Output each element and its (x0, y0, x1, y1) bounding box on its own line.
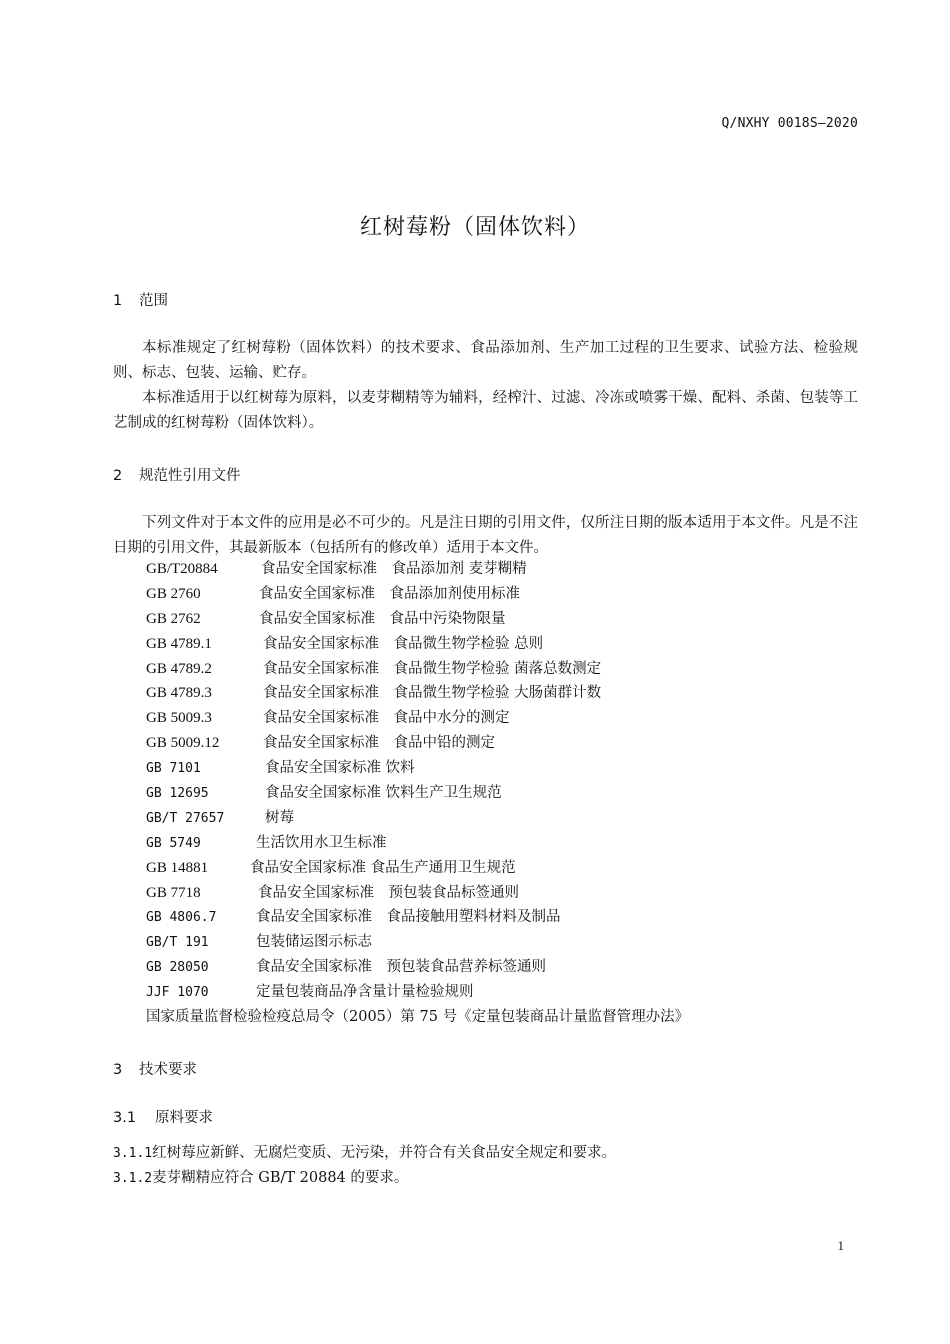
clause-3-1-1 (113, 1141, 616, 1162)
reference-item (146, 905, 561, 930)
section-1-heading (113, 289, 168, 310)
reference-code: GB 4789.2 (146, 660, 212, 677)
reference-name: 食品安全国家标准 预包装食品营养标签通则 (256, 959, 546, 976)
reference-item (146, 1005, 690, 1030)
reference-item (146, 856, 516, 881)
section-title: 规范性引用文件 (139, 468, 241, 484)
reference-code: GB 4806.7 (146, 910, 217, 926)
reference-name: 定量包装商品净含量计量检验规则 (256, 984, 474, 1001)
reference-item (146, 681, 602, 706)
reference-item (146, 881, 519, 906)
clause-3-1-2 (113, 1166, 408, 1187)
reference-name: 食品安全国家标准 食品生产通用卫生规范 (250, 859, 516, 876)
reference-name: 食品安全国家标准 食品中水分的测定 (263, 710, 510, 727)
reference-name: 食品安全国家标准 食品中铅的测定 (263, 735, 495, 752)
reference-code: GB 5009.12 (146, 735, 220, 752)
reference-item (146, 557, 527, 582)
reference-code: GB 7718 (146, 884, 201, 901)
reference-code: GB/T20884 (146, 561, 218, 577)
references-intro-paragraph: 下列文件对于本文件的应用是必不可少的。凡是注日期的引用文件，仅所注日期的版本适用于本文件。凡是不注日期的引用文件，其最新版本（包括所有的修改单）适用于本文件。 (113, 515, 858, 556)
reference-item (146, 582, 520, 607)
reference-list (146, 557, 690, 1030)
reference-code: GB 2760 (146, 585, 201, 602)
reference-name: 食品安全国家标准 食品中污染物限量 (259, 610, 506, 627)
reference-item (146, 706, 510, 731)
section-number: 3 (113, 1062, 123, 1078)
clause-number: 3.1.1 (113, 1146, 153, 1161)
section-number: 2 (113, 468, 123, 484)
reference-code: GB 5749 (146, 835, 201, 851)
clause-text: 麦芽糊精应符合 GB/T 20884 的要求。 (152, 1170, 409, 1186)
section-number: 1 (113, 293, 123, 309)
clause-number: 3.1.2 (113, 1171, 153, 1186)
reference-code: GB 2762 (146, 610, 201, 627)
reference-name: 食品安全国家标准 食品微生物学检验 大肠菌群计数 (263, 685, 602, 702)
reference-item (146, 980, 474, 1005)
reference-code: JJF 1070 (146, 985, 209, 1001)
reference-name: 国家质量监督检验检疫总局令（2005）第 75 号《定量包装商品计量监督管理办法》 (146, 1009, 690, 1026)
section-2-heading (113, 464, 241, 485)
reference-code: GB 28050 (146, 960, 209, 976)
standard-code: Q/NXHY 0018S—2020 (721, 116, 858, 131)
reference-item (146, 955, 546, 980)
reference-item (146, 806, 294, 831)
reference-code: GB 4789.1 (146, 635, 212, 652)
reference-code: GB 5009.3 (146, 710, 212, 727)
subsection-number: 3.1 (113, 1110, 137, 1126)
reference-name: 食品安全国家标准 饮料生产卫生规范 (265, 785, 502, 802)
section-title: 范围 (139, 293, 168, 309)
reference-code: GB 4789.3 (146, 685, 212, 702)
reference-item (146, 657, 602, 682)
reference-item (146, 607, 506, 632)
reference-item (146, 831, 387, 856)
subsection-title: 原料要求 (155, 1110, 213, 1126)
document-title: 红树莓粉（固体饮料） (359, 215, 590, 240)
reference-name: 生活饮用水卫生标准 (256, 834, 387, 851)
reference-name: 食品安全国家标准 预包装食品标签通则 (258, 884, 519, 901)
reference-code: GB/T 27657 (146, 810, 225, 826)
reference-code: GB/T 191 (146, 935, 209, 951)
page-number: 1 (837, 1238, 844, 1253)
reference-name: 食品安全国家标准 食品添加剂使用标准 (259, 585, 520, 602)
reference-name: 食品安全国家标准 食品微生物学检验 菌落总数测定 (263, 660, 602, 677)
reference-item (146, 756, 415, 781)
reference-item (146, 781, 502, 806)
section-3-heading (113, 1058, 197, 1079)
reference-item (146, 930, 372, 955)
reference-item (146, 632, 544, 657)
reference-name: 食品安全国家标准 食品微生物学检验 总则 (263, 635, 544, 652)
reference-code: GB 7101 (146, 761, 201, 777)
scope-paragraph-2: 本标准适用于以红树莓为原料，以麦芽糊精等为辅料，经榨汁、过滤、冷冻或喷雾干燥、配料、杀菌、包装等工艺制成的红树莓粉（固体饮料）。 (113, 390, 858, 431)
clause-text: 红树莓应新鲜、无腐烂变质、无污染，并符合有关食品安全规定和要求。 (152, 1145, 617, 1161)
reference-code: GB 12695 (146, 786, 209, 802)
scope-paragraph-1: 本标准规定了红树莓粉（固体饮料）的技术要求、食品添加剂、生产加工过程的卫生要求、试验方法、检验规则、标志、包装、运输、贮存。 (113, 340, 858, 381)
section-title: 技术要求 (139, 1062, 197, 1078)
reference-name: 食品安全国家标准 饮料 (265, 760, 415, 777)
subsection-3-1-heading (113, 1106, 213, 1127)
reference-code: GB 14881 (146, 859, 209, 876)
reference-name: 食品安全国家标准 食品接触用塑料材料及制品 (256, 909, 561, 926)
reference-name: 树莓 (265, 809, 294, 826)
reference-name: 食品安全国家标准 食品添加剂 麦芽糊精 (261, 561, 527, 577)
reference-item (146, 731, 495, 756)
reference-name: 包装储运图示标志 (256, 934, 372, 951)
